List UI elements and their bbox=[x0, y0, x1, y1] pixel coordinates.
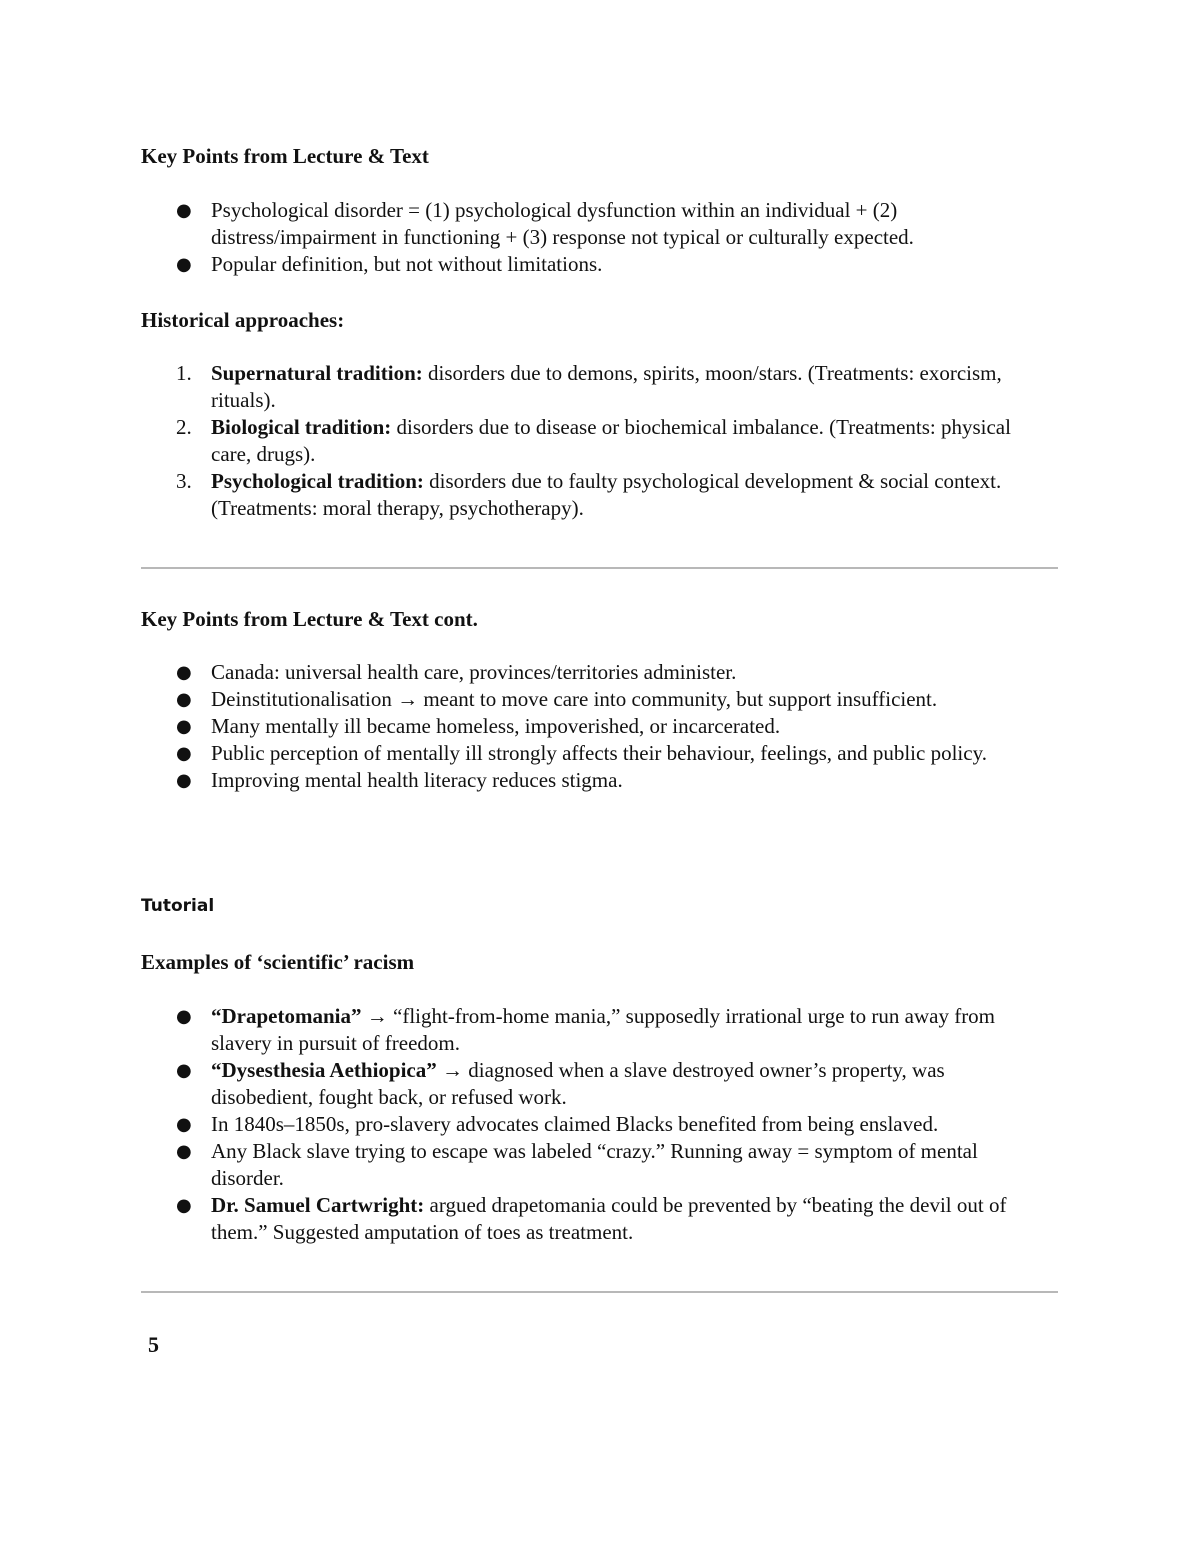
page-number: 5 bbox=[148, 1332, 159, 1357]
numbered-item bbox=[141, 468, 1051, 522]
list-item-text: Public perception of mentally ill strongly affects their behaviour, feelings, and public policy. bbox=[211, 741, 987, 765]
list-item-text: Canada: universal health care, provinces/territories administer. bbox=[211, 660, 737, 684]
bullet-icon: ● bbox=[176, 1141, 192, 1162]
item-term: “Dysesthesia Aethiopica” bbox=[211, 1058, 437, 1082]
list-item bbox=[141, 1111, 1051, 1138]
list-item-text: Improving mental health literacy reduces stigma. bbox=[211, 768, 623, 792]
item-number: 1. bbox=[176, 361, 192, 385]
list-item-text: Psychological disorder = (1) psychological dysfunction within an individual + (2) distress/impairment in functioning + (3) response not typical or culturally expected. bbox=[211, 198, 914, 249]
bullet-icon: ● bbox=[176, 743, 192, 764]
horizontal-divider bbox=[141, 1291, 1058, 1293]
section-heading-key-points-cont: Key Points from Lecture & Text cont. bbox=[141, 607, 478, 631]
bullet-icon: ● bbox=[176, 1006, 192, 1027]
item-term: Biological tradition: bbox=[211, 415, 392, 439]
historical-approaches-list bbox=[141, 360, 1051, 522]
numbered-item bbox=[141, 360, 1051, 414]
section-heading-historical: Historical approaches: bbox=[141, 308, 345, 332]
list-item bbox=[141, 251, 1051, 278]
tutorial-label: Tutorial bbox=[141, 896, 215, 916]
list-item-text: Many mentally ill became homeless, impoverished, or incarcerated. bbox=[211, 714, 781, 738]
bullet-icon: ● bbox=[176, 1060, 192, 1081]
list-item-text: Deinstitutionalisation → meant to move care into community, but support insufficient. bbox=[211, 687, 938, 711]
list-item bbox=[141, 659, 1051, 686]
item-term: Supernatural tradition: bbox=[211, 361, 423, 385]
item-term: Psychological tradition: bbox=[211, 469, 424, 493]
item-text: In 1840s–1850s, pro-slavery advocates claimed Blacks benefited from being enslaved. bbox=[211, 1112, 939, 1136]
item-term: “Drapetomania” bbox=[211, 1004, 362, 1028]
item-text: → diagnosed when a slave destroyed owner’s property, was disobedient, fought back, or refused work. bbox=[211, 1058, 945, 1109]
item-text: → “flight-from-home mania,” supposedly irrational urge to run away from slavery in pursuit of freedom. bbox=[211, 1004, 996, 1055]
item-number: 3. bbox=[176, 469, 192, 493]
list-item bbox=[141, 740, 1051, 767]
item-text: argued drapetomania could be prevented by “beating the devil out of them.” Suggested amputation of toes as treatment. bbox=[211, 1193, 1007, 1244]
list-item bbox=[141, 686, 1051, 713]
bullet-icon: ● bbox=[176, 662, 192, 683]
bullet-icon: ● bbox=[176, 1114, 192, 1135]
key-points-list bbox=[141, 197, 1051, 278]
item-text: disorders due to demons, spirits, moon/stars. (Treatments: exorcism, rituals). bbox=[211, 361, 1002, 412]
bullet-icon: ● bbox=[176, 1195, 192, 1216]
list-item bbox=[141, 713, 1051, 740]
bullet-icon: ● bbox=[176, 770, 192, 791]
bullet-icon: ● bbox=[176, 689, 192, 710]
list-item-text: Popular definition, but not without limitations. bbox=[211, 252, 603, 276]
item-number: 2. bbox=[176, 415, 192, 439]
section-heading-key-points: Key Points from Lecture & Text bbox=[141, 144, 429, 168]
bullet-icon: ● bbox=[176, 200, 192, 221]
list-item bbox=[141, 1192, 1051, 1246]
bullet-icon: ● bbox=[176, 254, 192, 275]
list-item bbox=[141, 197, 1051, 251]
list-item bbox=[141, 1003, 1051, 1057]
horizontal-divider bbox=[141, 567, 1058, 569]
section-heading-scientific-racism: Examples of ‘scientific’ racism bbox=[141, 950, 415, 974]
list-item bbox=[141, 767, 1051, 794]
scientific-racism-list bbox=[141, 1003, 1051, 1246]
numbered-item bbox=[141, 414, 1051, 468]
item-text: disorders due to disease or biochemical imbalance. (Treatments: physical care, drugs). bbox=[211, 415, 1011, 466]
item-text: disorders due to faulty psychological development & social context. (Treatments: moral therapy, psychotherapy). bbox=[211, 469, 1002, 520]
list-item bbox=[141, 1057, 1051, 1111]
item-term: Dr. Samuel Cartwright: bbox=[211, 1193, 425, 1217]
list-item bbox=[141, 1138, 1051, 1192]
item-text: Any Black slave trying to escape was labeled “crazy.” Running away = symptom of mental disorder. bbox=[211, 1139, 978, 1190]
key-points-cont-list bbox=[141, 659, 1051, 794]
bullet-icon: ● bbox=[176, 716, 192, 737]
